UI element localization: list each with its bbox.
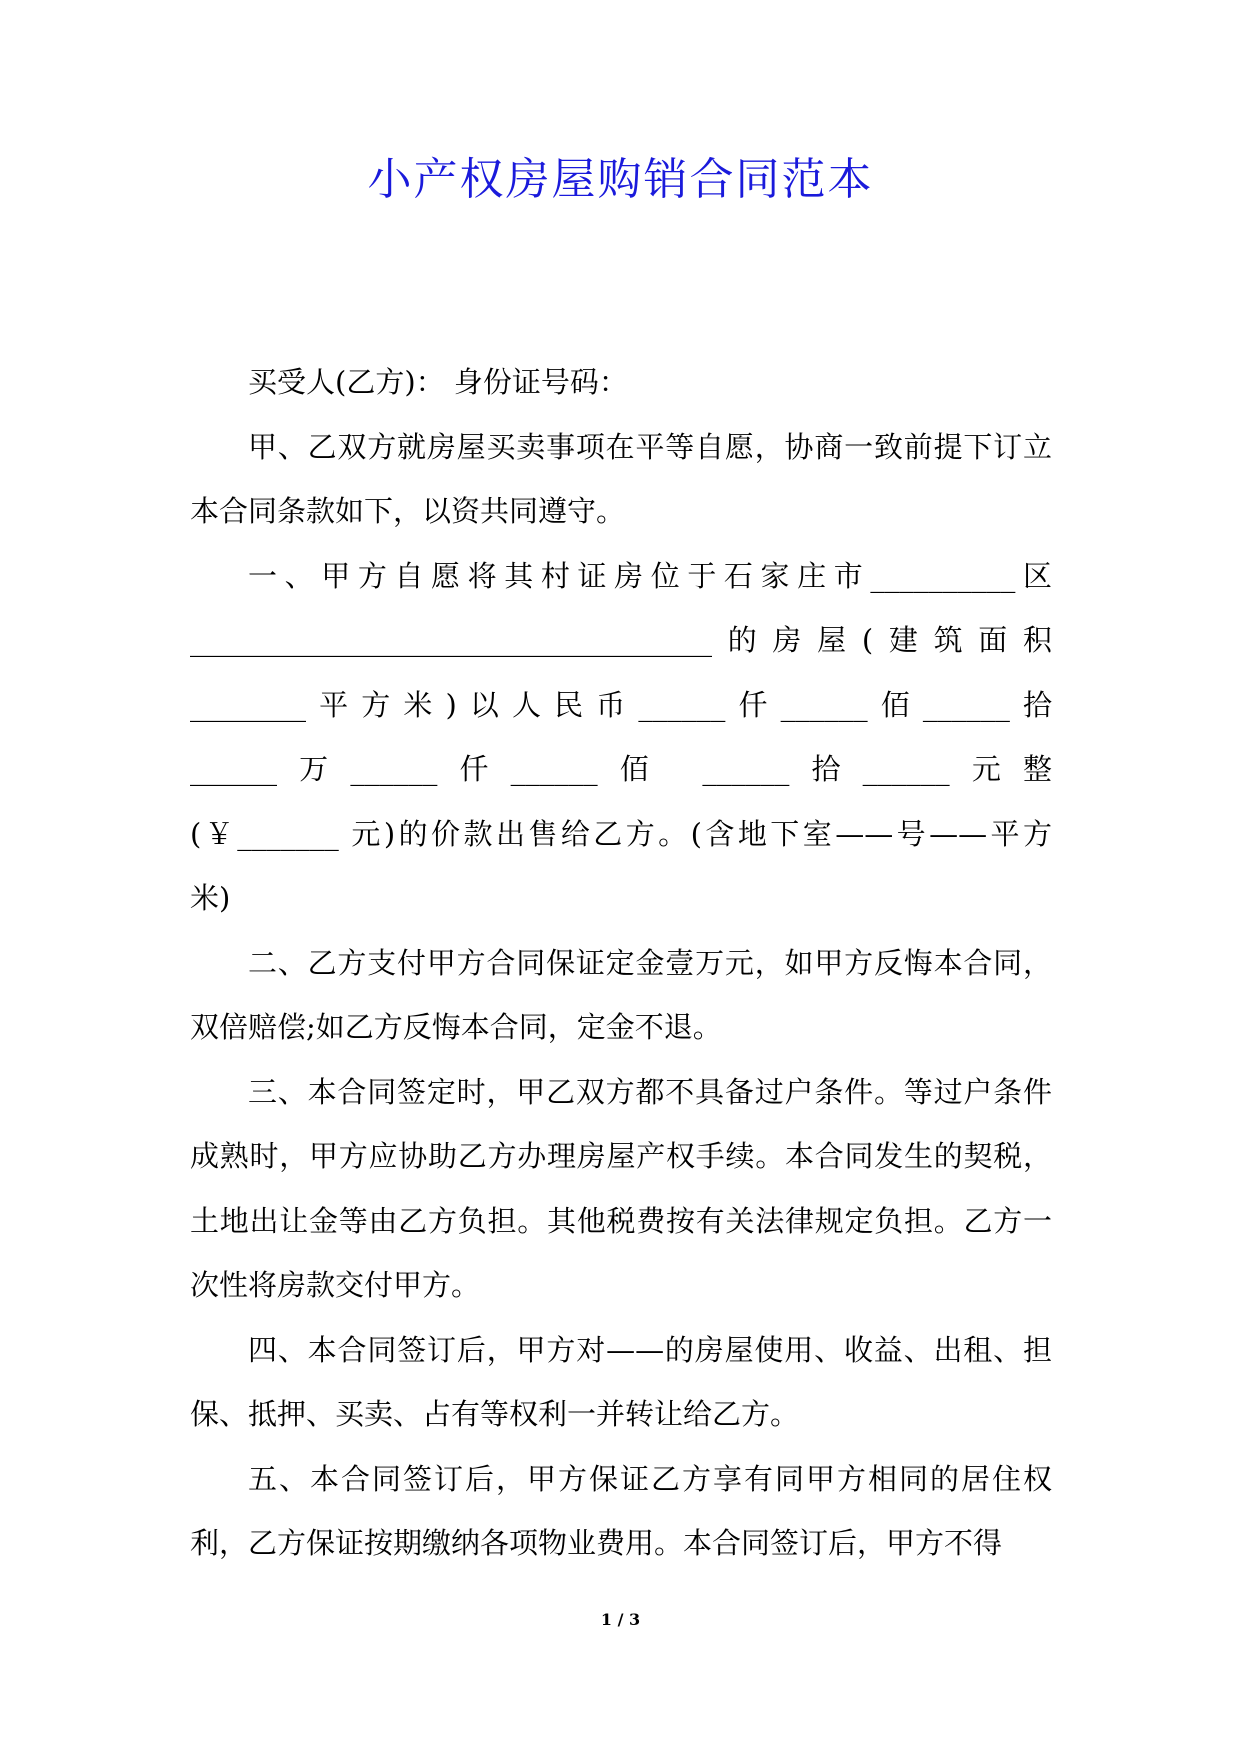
intro-paragraph: 甲、乙双方就房屋买卖事项在平等自愿，协商一致前提下订立本合同条款如下，以资共同遵守。 [190,429,1052,528]
clause-1-line: ______万______仟______佰 ______拾______元整 [190,752,1052,786]
clause-1-line: ________平方米)以人民币______仟______佰______拾 [190,687,1052,722]
clause-4: 四、本合同签订后，甲方对——的房屋使用、收益、出租、担保、抵押、买卖、占有等权利一并转让给乙方。 [190,1332,1052,1431]
clause-1-line: ____________________________________的房屋(建筑面积 [190,623,1052,657]
document-title: 小产权房屋购销合同范本 [367,154,874,205]
buyer-line: 买受人(乙方)： 身份证号码： [248,365,628,399]
clause-5: 五、本合同签订后，甲方保证乙方享有同甲方相同的居住权利，乙方保证按期缴纳各项物业费用。本合同签订后，甲方不得 [190,1461,1052,1560]
clause-3: 三、本合同签定时，甲乙双方都不具备过户条件。等过户条件成熟时，甲方应协助乙方办理房屋产权手续。本合同发生的契税，土地出让金等由乙方负担。其他税费按有关法律规定负担。乙方一次性将房款交付甲方。 [190,1074,1052,1302]
clause-1-line: 米) [190,881,231,915]
page-number: 1 / 3 [600,1610,641,1629]
clause-2: 二、乙方支付甲方合同保证定金壹万元，如甲方反悔本合同，双倍赔偿;如乙方反悔本合同，定金不退。 [190,945,1052,1044]
document-body [190,350,1052,1576]
clause-1-line: 一、甲方自愿将其村证房位于石家庄市__________区 [248,558,1052,593]
clause-1 [190,544,1052,931]
clause-1-line: (￥_______ 元)的价款出售给乙方。(含地下室——号——平方 [190,816,1052,851]
